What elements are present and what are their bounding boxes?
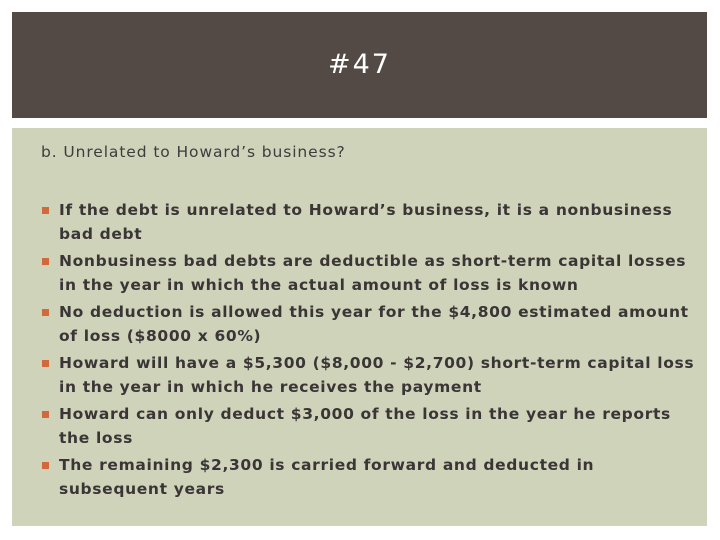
square-bullet-icon bbox=[42, 258, 49, 265]
square-bullet-icon bbox=[42, 309, 49, 316]
bullet-text: No deduction is allowed this year for the $4,800 estimated amount of loss ($8000 x 60%) bbox=[59, 303, 689, 345]
bullet-text: The remaining $2,300 is carried forward and deducted in subsequent years bbox=[59, 456, 595, 498]
bullet-list bbox=[41, 199, 701, 505]
bullet-text: Nonbusiness bad debts are deductible as short-term capital losses in the year in which the actual amount of loss is known bbox=[59, 252, 687, 294]
square-bullet-icon bbox=[42, 411, 49, 418]
slide-subtitle: b. Unrelated to Howard’s business? bbox=[41, 143, 346, 161]
bullet-item bbox=[41, 199, 701, 246]
square-bullet-icon bbox=[42, 207, 49, 214]
bullet-text: Howard can only deduct $3,000 of the loss in the year he reports the loss bbox=[59, 405, 671, 447]
bullet-text: If the debt is unrelated to Howard’s business, it is a nonbusiness bad debt bbox=[59, 201, 673, 243]
square-bullet-icon bbox=[42, 360, 49, 367]
square-bullet-icon bbox=[42, 462, 49, 469]
bullet-item bbox=[41, 352, 701, 399]
bullet-item bbox=[41, 454, 701, 501]
content-panel bbox=[12, 128, 707, 526]
bullet-text: Howard will have a $5,300 ($8,000 - $2,700) short-term capital loss in the year in which he receives the payment bbox=[59, 354, 695, 396]
bullet-item bbox=[41, 301, 701, 348]
slide-title: #47 bbox=[328, 48, 391, 80]
bullet-item bbox=[41, 250, 701, 297]
bullet-item bbox=[41, 403, 701, 450]
title-bar bbox=[12, 12, 707, 118]
